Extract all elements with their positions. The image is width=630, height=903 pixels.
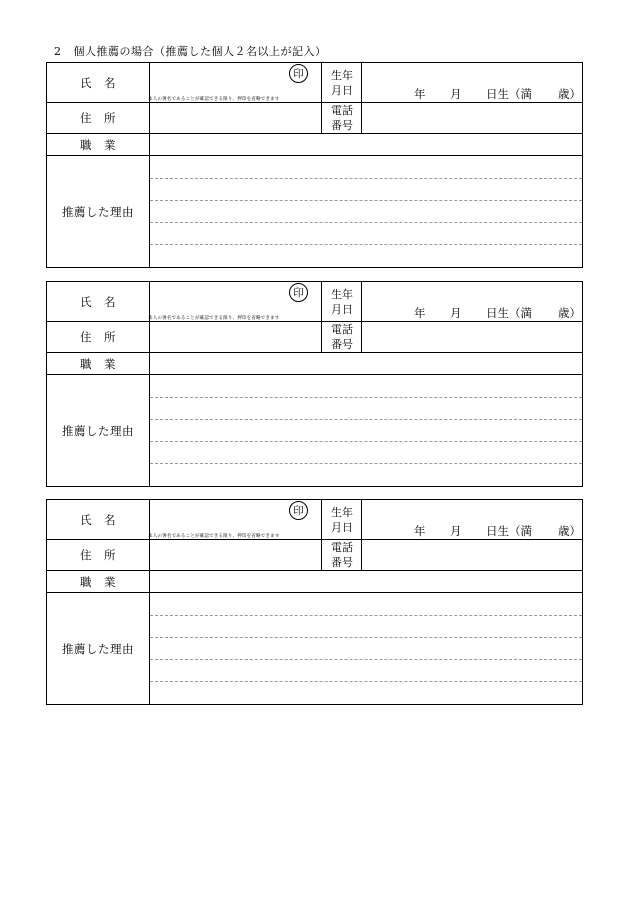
- reason-label: 推薦した理由: [62, 641, 134, 656]
- section-title: 個人推薦の場合（推薦した個人２名以上が記入）: [73, 45, 327, 58]
- occupation-label: 職 業: [80, 574, 116, 589]
- recommender-block-1: [46, 62, 583, 268]
- address-field[interactable]: [150, 103, 321, 133]
- recommender-block-2: [46, 281, 583, 487]
- birthdate-label: 生年 月日: [331, 69, 353, 97]
- signature-note: 本人の署名であることが確認できる限り、押印を省略できます: [148, 534, 280, 539]
- phone-label: 電話 番号: [331, 323, 353, 351]
- reason-field[interactable]: [150, 375, 582, 486]
- birthdate-label: 生年 月日: [331, 506, 353, 534]
- phone-field[interactable]: [362, 540, 582, 570]
- address-label: 住 所: [80, 111, 116, 125]
- address-label: 住 所: [80, 548, 116, 562]
- reason-label: 推薦した理由: [62, 204, 134, 219]
- signature-note: 本人の署名であることが確認できる限り、押印を省略できます: [148, 316, 280, 321]
- name-label: 氏 名: [80, 512, 116, 527]
- name-label: 氏 名: [80, 75, 116, 90]
- occupation-label: 職 業: [80, 356, 116, 371]
- birthdate-label: 生年 月日: [331, 288, 353, 316]
- occupation-field[interactable]: [150, 571, 582, 592]
- phone-field[interactable]: [362, 103, 582, 133]
- recommender-block-3: [46, 499, 583, 705]
- address-field[interactable]: [150, 322, 321, 352]
- seal-mark: 印: [289, 501, 308, 520]
- reason-field[interactable]: [150, 156, 582, 267]
- name-label: 氏 名: [80, 294, 116, 309]
- seal-mark: 印: [289, 64, 308, 83]
- address-label: 住 所: [80, 330, 116, 344]
- reason-field[interactable]: [150, 593, 582, 704]
- phone-label: 電話 番号: [331, 541, 353, 569]
- birthdate-field[interactable]: 年 月 日生（満 歳）: [414, 306, 581, 320]
- birthdate-field[interactable]: 年 月 日生（満 歳）: [414, 87, 581, 101]
- section-number: 2: [54, 45, 62, 58]
- address-field[interactable]: [150, 540, 321, 570]
- seal-mark: 印: [289, 283, 308, 302]
- phone-field[interactable]: [362, 322, 582, 352]
- birthdate-field[interactable]: 年 月 日生（満 歳）: [414, 524, 581, 538]
- reason-label: 推薦した理由: [62, 423, 134, 438]
- occupation-field[interactable]: [150, 134, 582, 155]
- occupation-field[interactable]: [150, 353, 582, 374]
- signature-note: 本人の署名であることが確認できる限り、押印を省略できます: [148, 97, 280, 102]
- occupation-label: 職 業: [80, 137, 116, 152]
- section-heading: [54, 43, 327, 59]
- phone-label: 電話 番号: [331, 104, 353, 132]
